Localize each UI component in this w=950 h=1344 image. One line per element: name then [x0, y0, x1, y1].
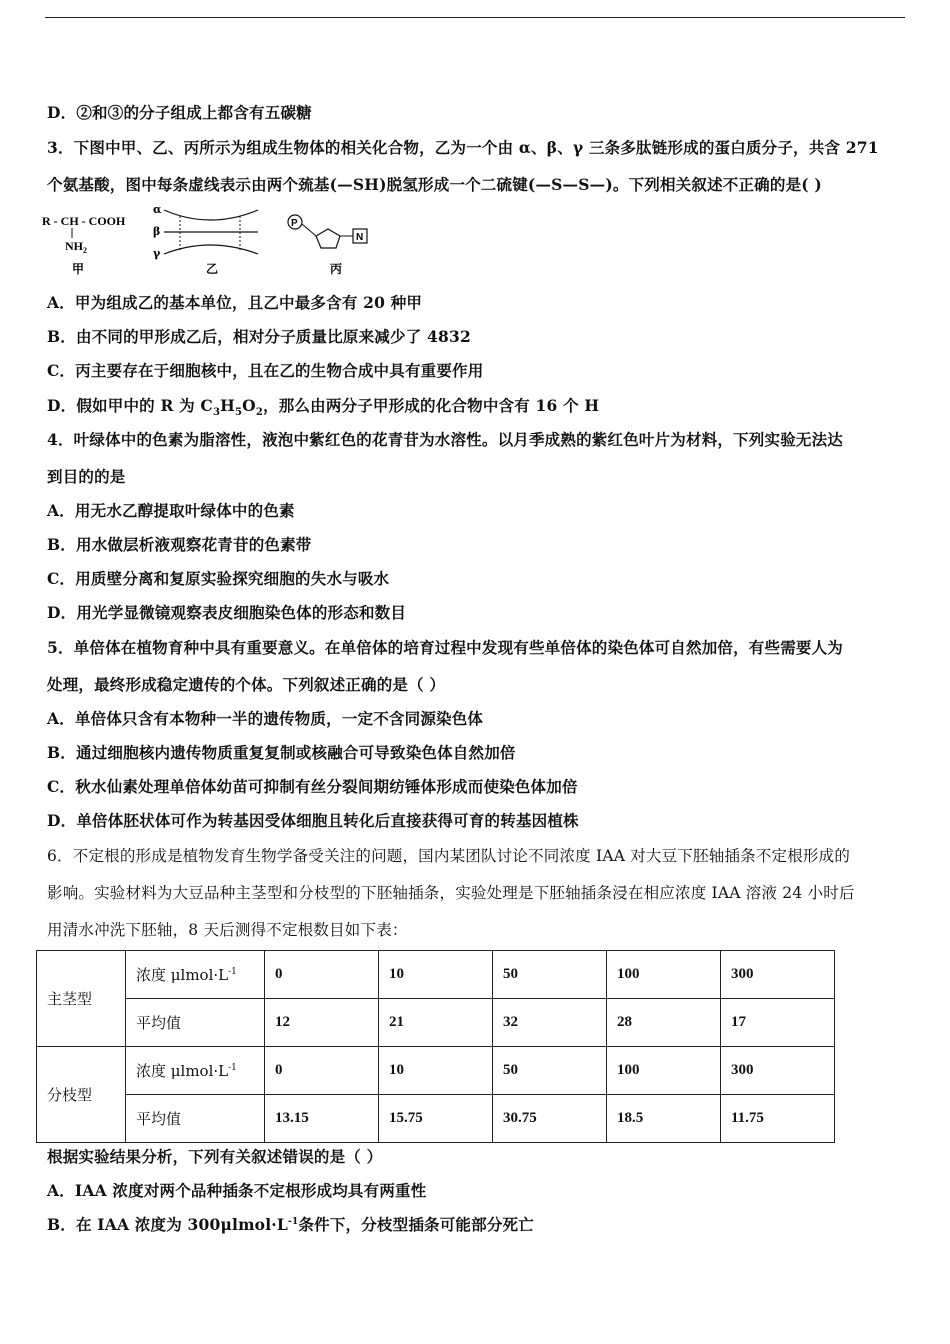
q6-b-sup: -1	[288, 1216, 299, 1227]
table-cell: 21	[379, 999, 493, 1047]
table-row	[37, 1047, 835, 1095]
q6-question: 根据实验结果分析，下列有关叙述错误的是（ ）	[47, 1147, 383, 1166]
jia-nh2-sub: 2	[83, 246, 87, 255]
table-cell: 12	[265, 999, 379, 1047]
group-label: 主茎型	[37, 951, 126, 1047]
bing-pentose-icon	[316, 229, 340, 248]
q3-option-d	[47, 394, 599, 418]
q6-b-pre: B．在 IAA 浓度为 300μlmol·L	[47, 1215, 289, 1234]
table-row	[37, 999, 835, 1047]
q5-option-c: C．秋水仙素处理单倍体幼苗可抑制有丝分裂间期纺锤体形成而使染色体加倍	[47, 777, 578, 796]
q3-figure	[40, 200, 380, 280]
q4-option-b: B．用水做层析液观察花青苷的色素带	[47, 535, 312, 554]
table-cell: 18.5	[607, 1095, 721, 1143]
q3-d-sub2: 5	[234, 407, 243, 419]
yi-caption: 乙	[206, 262, 219, 276]
jia-formula: R - CH - COOH	[42, 214, 126, 228]
q3-d-m1: H	[220, 396, 235, 415]
table-cell: 28	[607, 999, 721, 1047]
q6-b-post: 条件下，分枝型插条可能部分死亡	[298, 1215, 534, 1234]
q3-option-a: A．甲为组成乙的基本单位，且乙中最多含有 20 种甲	[47, 293, 423, 312]
table-cell: 10	[379, 1047, 493, 1095]
conc-label-sup: -1	[228, 1063, 237, 1073]
table-cell: 50	[493, 951, 607, 999]
q4-stem-line-1: 4．叶绿体中的色素为脂溶性，液泡中紫红色的花青苷为水溶性。以月季成熟的紫红色叶片为材料，下列实验无法达	[47, 430, 843, 449]
q3-stem-line-2: 个氨基酸，图中每条虚线表示由两个巯基(—SH)脱氢形成一个二硫键(—S—S—)。下列相关叙述不正确的是( )	[47, 175, 822, 194]
table-cell: 50	[493, 1047, 607, 1095]
group-label: 分枝型	[37, 1047, 126, 1143]
jia-nh2	[65, 239, 87, 255]
table-cell: 100	[607, 1047, 721, 1095]
table-cell: 32	[493, 999, 607, 1047]
table-cell: 300	[721, 951, 835, 999]
table-cell: 15.75	[379, 1095, 493, 1143]
table-row	[37, 1095, 835, 1143]
conc-label: 浓度 μlmol·L	[136, 1062, 229, 1080]
table-cell: 0	[265, 1047, 379, 1095]
table-cell: 0	[265, 951, 379, 999]
jia-nh2-main: NH	[65, 239, 83, 253]
mean-label: 平均值	[126, 1095, 265, 1143]
q2-option-d: D．②和③的分子组成上都含有五碳糖	[47, 103, 312, 122]
conc-label-cell	[126, 1047, 265, 1095]
table-cell: 17	[721, 999, 835, 1047]
yi-beta-label: β	[153, 225, 161, 238]
jia-caption: 甲	[72, 262, 85, 276]
q3-d-sub1: 3	[212, 407, 221, 419]
bing-caption: 丙	[330, 262, 343, 276]
header-rule	[45, 17, 905, 18]
yi-alpha-label: α	[153, 203, 162, 216]
table-cell: 13.15	[265, 1095, 379, 1143]
table-cell: 10	[379, 951, 493, 999]
q6-stem-line-3: 用清水冲洗下胚轴，8 天后测得不定根数目如下表：	[47, 921, 408, 939]
q4-option-a: A．用无水乙醇提取叶绿体中的色素	[47, 501, 295, 520]
q3-d-post: ，那么由两分子甲形成的化合物中含有 16 个 H	[263, 396, 600, 415]
q5-stem-line-2: 处理，最终形成稳定遗传的个体。下列叙述正确的是（ ）	[47, 675, 446, 694]
q5-stem-line-1: 5．单倍体在植物育种中具有重要意义。在单倍体的培育过程中发现有些单倍体的染色体可自然加倍，有些需要人为	[47, 638, 843, 657]
q5-option-d: D．单倍体胚状体可作为转基因受体细胞且转化后直接获得可育的转基因植株	[47, 811, 579, 830]
mean-label: 平均值	[126, 999, 265, 1047]
bing-p-label: P	[291, 218, 298, 229]
q3-d-pre: D．假如甲中的 R 为 C	[47, 396, 213, 415]
q5-option-b: B．通过细胞核内遗传物质重复复制或核融合可导致染色体自然加倍	[47, 743, 516, 762]
q3-stem-line-1: 3．下图中甲、乙、丙所示为组成生物体的相关化合物，乙为一个由 α、β、γ 三条多肽链形成的蛋白质分子，共含 271	[47, 138, 879, 157]
table-cell: 11.75	[721, 1095, 835, 1143]
table-row	[37, 951, 835, 999]
conc-label-cell	[126, 951, 265, 999]
q4-option-d: D．用光学显微镜观察表皮细胞染色体的形态和数目	[47, 603, 407, 622]
conc-label: 浓度 μlmol·L	[136, 966, 229, 984]
q6-stem-line-1: 6．不定根的形成是植物发育生物学备受关注的问题，国内某团队讨论不同浓度 IAA 对大豆下胚轴插条不定根形成的	[47, 847, 851, 865]
yi-gamma-chain	[164, 245, 258, 254]
conc-label-sup: -1	[228, 967, 237, 977]
q4-option-c: C．用质壁分离和复原实验探究细胞的失水与吸水	[47, 569, 390, 588]
yi-gamma-label: γ	[153, 247, 161, 260]
yi-alpha-chain	[164, 210, 258, 220]
q3-option-b: B．由不同的甲形成乙后，相对分子质量比原来减少了 4832	[47, 327, 471, 346]
table-cell: 300	[721, 1047, 835, 1095]
q6-stem-line-2: 影响。实验材料为大豆品种主茎型和分枝型的下胚轴插条，实验处理是下胚轴插条浸在相应浓度 IAA 溶液 24 小时后	[47, 884, 855, 902]
q5-option-a: A．单倍体只含有本物种一半的遗传物质，一定不含同源染色体	[47, 709, 484, 728]
bing-link-1	[302, 224, 316, 236]
q6-option-b	[47, 1213, 534, 1235]
q3-option-c: C．丙主要存在于细胞核中，且在乙的生物合成中具有重要作用	[47, 361, 484, 380]
bing-n-label: N	[356, 232, 364, 243]
q6-option-a: A．IAA 浓度对两个品种插条不定根形成均具有两重性	[47, 1181, 427, 1200]
iaa-results-table	[36, 950, 835, 1143]
q3-d-m2: O	[242, 396, 256, 415]
q4-stem-line-2: 到目的的是	[47, 467, 126, 486]
q3-d-sub3: 2	[255, 407, 264, 419]
table-cell: 100	[607, 951, 721, 999]
table-cell: 30.75	[493, 1095, 607, 1143]
